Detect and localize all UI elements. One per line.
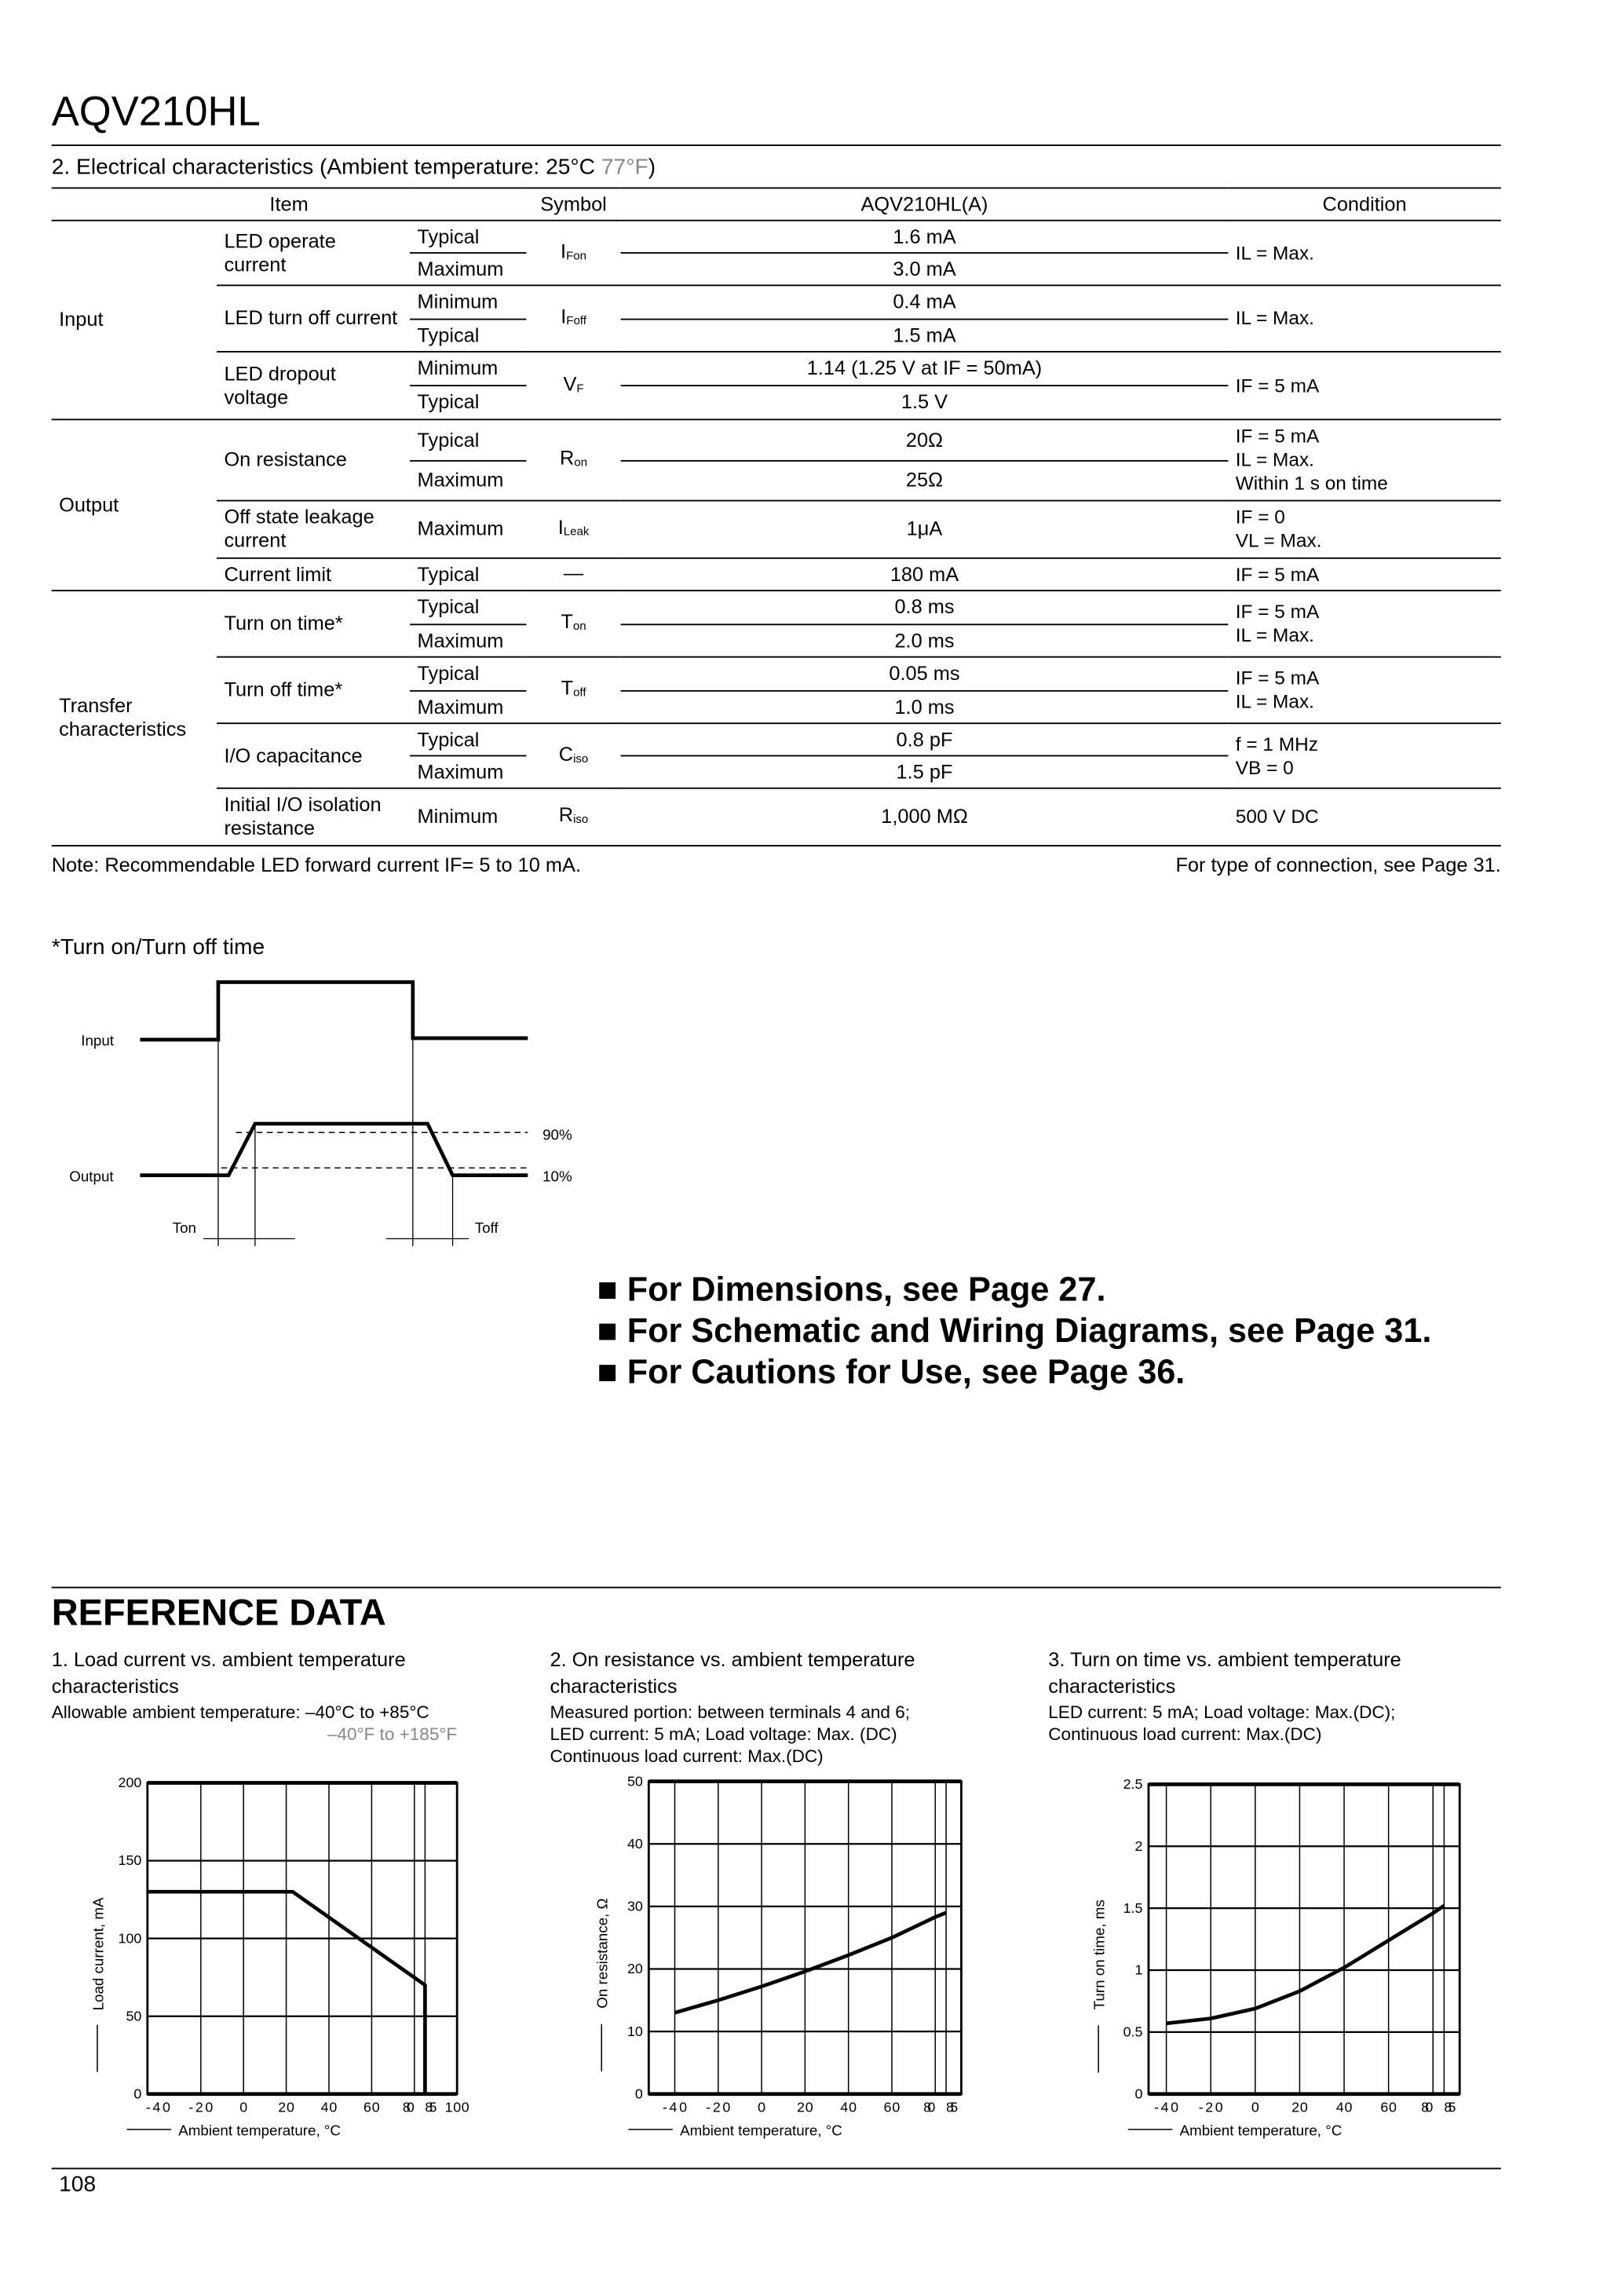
chart-title: 3. Turn on time vs. ambient temperature characteristics (1048, 1648, 1401, 1698)
x-tick-label: 60 (883, 2099, 901, 2115)
y-tick-label: 200 (118, 1775, 142, 1791)
x-tick-label: 60 (1380, 2099, 1397, 2115)
item-label: LED turn off current (217, 285, 410, 352)
x-tick-label: 60 (363, 2099, 380, 2115)
value: 1.5 V (621, 386, 1229, 419)
qualifier: Maximum (410, 755, 526, 788)
y-tick-label: 40 (627, 1835, 643, 1852)
link-schematic[interactable]: ■ For Schematic and Wiring Diagrams, see Page 31. (597, 1311, 1432, 1350)
y-tick-label: 0.5 (1123, 2024, 1143, 2040)
toff-label: Toff (474, 1219, 499, 1237)
ton-label: Ton (172, 1219, 196, 1237)
y-tick-label: 50 (627, 1773, 643, 1790)
qualifier: Typical (410, 558, 526, 590)
condition: IF = 5 mA IL = Max. (1228, 657, 1500, 724)
y-axis-label: Turn on time, ms (1090, 1899, 1108, 2010)
symbol-main: T (561, 677, 574, 700)
x-tick-label: 20 (797, 2099, 813, 2115)
item-label: Current limit (217, 558, 410, 590)
x-tick-label: -20 (188, 2099, 214, 2115)
symbol-main: C (558, 742, 574, 765)
symbol-main: T (561, 610, 573, 633)
qualifier: Minimum (410, 285, 526, 319)
y-tick-label: 2.5 (1123, 1776, 1143, 1793)
symbol-sub: F (576, 381, 584, 395)
item-label: Turn off time* (217, 657, 410, 724)
qualifier: Maximum (410, 501, 526, 558)
y-tick-label: 20 (627, 1961, 643, 1977)
y-tick-label: 100 (118, 1930, 142, 1947)
timing-title: *Turn on/Turn off time (51, 934, 265, 960)
value: 0.8 pF (621, 723, 1229, 755)
page-number: 108 (59, 2172, 97, 2198)
group-transfer: Transfer characteristics (52, 590, 217, 846)
symbol-sub: Leak (563, 525, 590, 539)
header-item: Item (52, 188, 527, 220)
condition: IF = 5 mA (1228, 558, 1500, 590)
note-connection: For type of connection, see Page 31. (1175, 854, 1501, 876)
chart-title: 1. Load current vs. ambient temperature characteristics (51, 1648, 406, 1698)
symbol-sub: Foff (566, 314, 586, 327)
x-axis-label: Ambient temperature, °C (680, 2122, 842, 2139)
symbol-sub: on (574, 455, 588, 470)
data-series-line (1167, 1906, 1445, 2024)
x-tick-label: 85 (946, 2099, 959, 2115)
plot-frame (1149, 1784, 1459, 2093)
symbol-main: I (561, 239, 567, 262)
footer-rule (52, 2168, 1501, 2170)
qualifier: Maximum (410, 624, 526, 656)
x-tick-label: -40 (663, 2099, 687, 2115)
value: 1.6 mA (621, 221, 1229, 253)
qualifier: Maximum (410, 253, 526, 285)
qualifier: Maximum (410, 461, 526, 501)
qualifier: Typical (410, 320, 526, 352)
y-tick-label: 30 (627, 1898, 643, 1914)
y-axis-label: On resistance, Ω (594, 1898, 611, 2009)
y-tick-label: 10 (627, 2023, 643, 2039)
condition: f = 1 MHz VB = 0 (1228, 723, 1500, 788)
symbol-main: V (563, 372, 577, 395)
x-tick-label: 80 (402, 2099, 415, 2115)
y-tick-label: 150 (118, 1852, 142, 1869)
condition: IL = Max. (1228, 221, 1500, 286)
link-cautions[interactable]: ■ For Cautions for Use, see Page 36. (597, 1352, 1185, 1391)
value: 1.5 pF (621, 755, 1229, 788)
y-tick-label: 0 (634, 2086, 643, 2102)
x-axis-label: Ambient temperature, °C (178, 2122, 341, 2139)
header-value: AQV210HL(A) (621, 188, 1229, 220)
output-label: Output (69, 1168, 114, 1185)
x-tick-label: 40 (320, 2099, 338, 2115)
qualifier: Minimum (410, 352, 526, 386)
qualifier: Minimum (410, 788, 526, 846)
symbol-sub: off (573, 686, 586, 700)
x-tick-label: 100 (444, 2099, 469, 2115)
symbol-sub: on (572, 619, 586, 633)
link-dimensions[interactable]: ■ For Dimensions, see Page 27. (597, 1269, 1106, 1308)
y-tick-label: 50 (126, 2008, 142, 2024)
reference-title: REFERENCE DATA (51, 1592, 386, 1634)
value: 0.05 ms (621, 657, 1229, 691)
link-cautions-text[interactable]: For Cautions for Use, see Page 36. (627, 1352, 1185, 1391)
label-90: 90% (542, 1126, 572, 1143)
x-tick-label: 20 (278, 2099, 294, 2115)
x-tick-label: 20 (1291, 2099, 1308, 2115)
value: 3.0 mA (621, 253, 1229, 285)
x-tick-label: 0 (239, 2099, 248, 2115)
qualifier: Typical (410, 419, 526, 461)
x-tick-label: -20 (1198, 2099, 1223, 2115)
x-tick-label: 85 (425, 2099, 437, 2115)
value: 180 mA (621, 558, 1229, 590)
value: 20Ω (621, 419, 1229, 461)
symbol-sub: iso (573, 751, 589, 765)
y-tick-label: 0 (1134, 2086, 1143, 2102)
value: 1,000 MΩ (621, 788, 1229, 846)
y-tick-label: 0 (133, 2086, 142, 2102)
y-tick-label: 1 (1134, 1961, 1143, 1978)
item-label: Turn on time* (217, 590, 410, 657)
qualifier: Typical (410, 723, 526, 755)
item-label: Initial I/O isolation resistance (217, 788, 410, 846)
section-title-text: 2. Electrical characteristics (Ambient temperature: 25°C (51, 155, 601, 181)
symbol-main: — (563, 561, 584, 583)
y-tick-label: 1.5 (1123, 1899, 1143, 1916)
note-led-current: Note: Recommendable LED forward current IF= 5 to 10 mA. (51, 854, 582, 876)
symbol-sub: iso (573, 813, 589, 827)
value: 0.4 mA (621, 285, 1229, 319)
condition: IF = 5 mA IL = Max. (1228, 590, 1500, 657)
group-output: Output (52, 419, 217, 590)
chart-title: 2. On resistance vs. ambient temperature characteristics (550, 1648, 915, 1698)
x-tick-label: 40 (840, 2099, 857, 2115)
qualifier: Typical (410, 657, 526, 691)
chart-note: Continuous load current: Max.(DC) (550, 1746, 824, 1767)
item-label: Off state leakage current (217, 501, 410, 558)
y-tick-label: 2 (1134, 1837, 1143, 1854)
symbol-main: I (557, 516, 564, 539)
item-label: On resistance (217, 419, 410, 500)
x-tick-label: 0 (758, 2099, 766, 2115)
item-label: LED operate current (217, 221, 410, 286)
x-axis-label: Ambient temperature, °C (1179, 2122, 1343, 2139)
link-dimensions-text[interactable]: For Dimensions, see Page 27. (627, 1269, 1106, 1308)
value: 1.5 mA (621, 320, 1229, 352)
value: 1μA (621, 501, 1229, 558)
section-title-f: 77°F (601, 155, 648, 181)
x-tick-label: 0 (1251, 2099, 1259, 2115)
chart-note: Measured portion: between terminals 4 and 6; (550, 1702, 911, 1723)
condition: IF = 5 mA (1228, 352, 1500, 419)
chart-note: LED current: 5 mA; Load voltage: Max. (DC) (550, 1724, 897, 1745)
label-10: 10% (542, 1168, 572, 1185)
value: 1.0 ms (621, 691, 1229, 723)
item-label: I/O capacitance (217, 723, 410, 788)
condition: IL = Max. (1228, 285, 1500, 352)
page-title: AQV210HL (51, 88, 261, 134)
group-input: Input (52, 221, 217, 420)
header-symbol: Symbol (526, 188, 620, 220)
section-title-close: ) (648, 155, 656, 181)
value: 2.0 ms (621, 624, 1229, 656)
input-label: Input (81, 1032, 115, 1049)
y-axis-label: Load current, mA (90, 1897, 107, 2011)
x-tick-label: 80 (1421, 2099, 1434, 2115)
x-tick-label: 40 (1335, 2099, 1353, 2115)
chart-note: Allowable ambient temperature: –40°C to +85°C (51, 1702, 429, 1723)
x-tick-label: -20 (706, 2099, 731, 2115)
value: 25Ω (621, 461, 1229, 501)
chart-note-f: –40°F to +185°F (327, 1724, 458, 1745)
link-schematic-text[interactable]: For Schematic and Wiring Diagrams, see Page 31. (627, 1311, 1432, 1350)
value: 0.8 ms (621, 590, 1229, 624)
value: 1.14 (1.25 V at IF = 50mA) (621, 352, 1229, 386)
qualifier: Typical (410, 590, 526, 624)
symbol-main: I (561, 305, 567, 327)
condition: 500 V DC (1228, 788, 1500, 846)
x-tick-label: -40 (1154, 2099, 1179, 2115)
chart-note: Continuous load current: Max.(DC) (1048, 1724, 1322, 1745)
symbol-main: R (560, 447, 575, 470)
chart-note: LED current: 5 mA; Load voltage: Max.(DC); (1048, 1702, 1396, 1723)
condition: IF = 5 mA IL = Max. Within 1 s on time (1228, 419, 1500, 500)
header-condition: Condition (1228, 188, 1500, 220)
symbol-sub: Fon (566, 248, 587, 262)
qualifier: Typical (410, 386, 526, 419)
x-tick-label: 80 (923, 2099, 936, 2115)
qualifier: Typical (410, 221, 526, 253)
x-tick-label: 85 (1444, 2099, 1456, 2115)
condition: IF = 0 VL = Max. (1228, 501, 1500, 558)
qualifier: Maximum (410, 691, 526, 723)
symbol-main: R (558, 803, 574, 827)
x-tick-label: -40 (145, 2099, 170, 2115)
item-label: LED dropout voltage (217, 352, 410, 419)
